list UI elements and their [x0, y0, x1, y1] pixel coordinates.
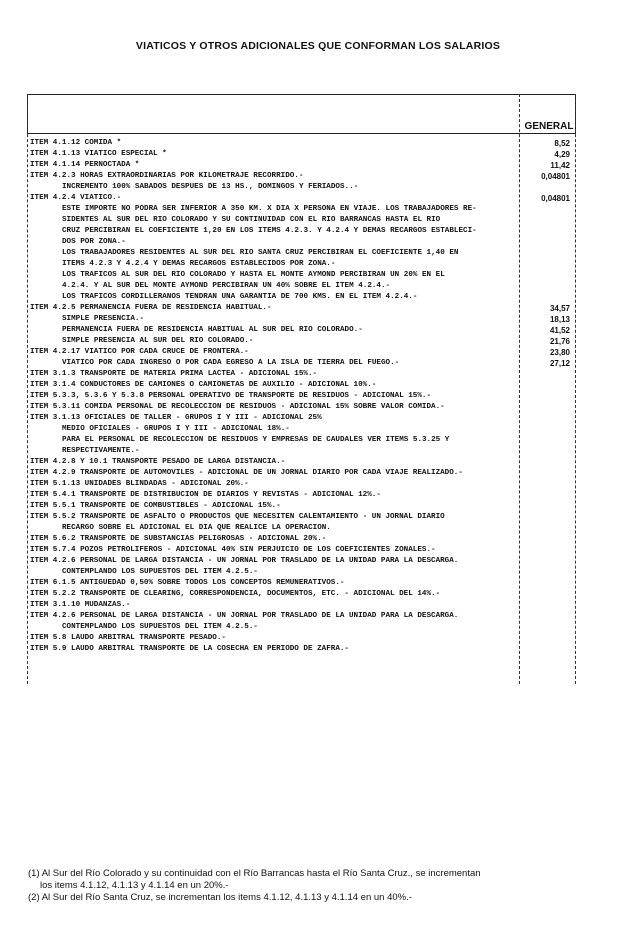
table-row — [30, 215, 575, 226]
table-row — [30, 490, 575, 501]
table-row — [30, 402, 575, 413]
row-description: ITEM 5.5.1 TRANSPORTE DE COMBUSTIBLES - ADICIONAL 15%.- — [30, 502, 281, 510]
row-description: PERMANENCIA FUERA DE RESIDENCIA HABITUAL AL SUR DEL RIO COLORADO.- — [62, 326, 363, 334]
row-value: 4,29 — [554, 150, 570, 159]
row-value: 41,52 — [549, 326, 570, 335]
row-value: 23,80 — [549, 348, 570, 357]
table-row — [30, 380, 575, 391]
table-row — [30, 226, 575, 237]
table-row — [30, 325, 575, 336]
table-row — [30, 314, 575, 325]
row-description: ITEM 4.2.9 TRANSPORTE DE AUTOMOVILES - ADICIONAL DE UN JORNAL DIARIO POR CADA VIAJE REALIZADO.- — [30, 469, 463, 477]
table-row — [30, 479, 575, 490]
table-row — [30, 622, 575, 633]
table-row — [30, 149, 575, 160]
row-description: ITEM 3.1.3 TRANSPORTE DE MATERIA PRIMA LACTEA - ADICIONAL 15%.- — [30, 370, 318, 378]
row-description: ITEM 4.2.4 VIATICO.- — [30, 194, 122, 202]
table-row — [30, 347, 575, 358]
table-row — [30, 259, 575, 270]
table-row — [30, 138, 575, 149]
row-description: CONTEMPLANDO LOS SUPUESTOS DEL ITEM 4.2.5.- — [62, 568, 258, 576]
table-row — [30, 424, 575, 435]
table-row — [30, 523, 575, 534]
table-row — [30, 567, 575, 578]
table-row — [30, 204, 575, 215]
table-row — [30, 512, 575, 523]
table-row — [30, 292, 575, 303]
row-description: MEDIO OFICIALES - GRUPOS I Y III - ADICIONAL 18%.- — [62, 425, 290, 433]
footnote-line: (2) Al Sur del Río Santa Cruz, se incrementan los items 4.1.12, 4.1.13 y 4.1.14 en un 40%.- — [28, 892, 412, 903]
row-description: RECARGO SOBRE EL ADICIONAL EL DIA QUE REALICE LA OPERACION. — [62, 524, 331, 532]
row-description: VIATICO POR CADA INGRESO O POR CADA EGRESO A LA ISLA DE TIERRA DEL FUEGO.- — [62, 359, 400, 367]
row-description: ITEM 3.1.4 CONDUCTORES DE CAMIONES O CAMIONETAS DE AUXILIO - ADICIONAL 10%.- — [30, 381, 377, 389]
row-description: INCREMENTO 100% SABADOS DESPUES DE 13 HS., DOMINGOS Y FERIADOS..- — [62, 183, 359, 191]
table-row — [30, 633, 575, 644]
row-value: 27,12 — [549, 359, 570, 368]
table-header-box — [27, 94, 576, 133]
table-row — [30, 600, 575, 611]
table-row — [30, 589, 575, 600]
table-row — [30, 303, 575, 314]
footnote-line: (1) Al Sur del Río Colorado y su continuidad con el Río Barrancas hasta el Río Santa Cruz., se incrementan — [28, 868, 481, 879]
row-description: ITEM 5.8 LAUDO ARBITRAL TRANSPORTE PESADO.- — [30, 634, 226, 642]
row-description: ITEM 4.1.13 VIATICO ESPECIAL * — [30, 150, 167, 158]
row-description: ITEM 3.1.13 OFICIALES DE TALLER - GRUPOS I Y III - ADICIONAL 25% — [30, 414, 322, 422]
page-title: VIATICOS Y OTROS ADICIONALES QUE CONFORMAN LOS SALARIOS — [135, 40, 501, 52]
row-description: SIMPLE PRESENCIA.- — [62, 315, 145, 323]
row-description: ITEM 5.3.11 COMIDA PERSONAL DE RECOLECCION DE RESIDUOS - ADICIONAL 15% SOBRE VALOR COMIDA.- — [30, 403, 445, 411]
row-value: 0,04801 — [541, 172, 570, 181]
row-description: ITEM 5.3.3, 5.3.6 Y 5.3.8 PERSONAL OPERATIVO DE TRANSPORTE DE RESIDUOS - ADICIONAL 15%.- — [30, 392, 432, 400]
row-description: ITEM 5.4.1 TRANSPORTE DE DISTRIBUCION DE DIARIOS Y REVISTAS - ADICIONAL 12%.- — [30, 491, 381, 499]
row-description: RESPECTIVAMENTE.- — [62, 447, 140, 455]
footnotes — [28, 868, 608, 904]
table-row — [30, 182, 575, 193]
table-row — [30, 644, 575, 655]
row-description: LOS TRAFICOS AL SUR DEL RIO COLORADO Y HASTA EL MONTE AYMOND PERCIBIRAN UN 20% EN EL — [62, 271, 445, 279]
table-row — [30, 446, 575, 457]
row-description: CRUZ PERCIBIRAN EL COEFICIENTE 1,20 EN LOS ITEMS 4.2.3. Y 4.2.4 Y DEMAS RECARGOS ESTABLECI- — [62, 227, 477, 235]
row-description: ITEM 5.1.13 UNIDADES BLINDADAS - ADICIONAL 20%.- — [30, 480, 249, 488]
row-description: ITEM 4.2.8 Y 10.1 TRANSPORTE PESADO DE LARGA DISTANCIA.- — [30, 458, 286, 466]
row-description: ITEMS 4.2.3 Y 4.2.4 Y DEMAS RECARGOS ESTABLECIDOS POR ZONA.- — [62, 260, 336, 268]
row-description: SIMPLE PRESENCIA AL SUR DEL RIO COLORADO.- — [62, 337, 254, 345]
row-description: 4.2.4. Y AL SUR DEL MONTE AYMOND PERCIBIRAN UN 40% SOBRE EL ITEM 4.2.4.- — [62, 282, 391, 290]
table-row — [30, 534, 575, 545]
table-row — [30, 435, 575, 446]
table-row — [30, 248, 575, 259]
row-description: PARA EL PERSONAL DE RECOLECCION DE RESIDUOS Y EMPRESAS DE CAUDALES VER ITEMS 5.3.25 Y — [62, 436, 450, 444]
table-row — [30, 457, 575, 468]
table-row — [30, 501, 575, 512]
table-row — [30, 237, 575, 248]
column-header-general: GENERAL — [524, 121, 574, 132]
row-description: LOS TRAFICOS CORDILLERANOS TENDRAN UNA GARANTIA DE 700 KMS. EN EL ITEM 4.2.4.- — [62, 293, 418, 301]
table-row — [30, 171, 575, 182]
row-value: 21,76 — [549, 337, 570, 346]
row-description: DOS POR ZONA.- — [62, 238, 126, 246]
footnote-line: los items 4.1.12, 4.1.13 y 4.1.14 en un 20%.- — [40, 880, 229, 891]
table-row — [30, 369, 575, 380]
table-right-border — [575, 94, 576, 684]
row-description: ITEM 4.1.12 COMIDA * — [30, 139, 122, 147]
table-row — [30, 336, 575, 347]
row-value: 0,04801 — [541, 194, 570, 203]
table-row — [30, 578, 575, 589]
table-header-rule — [27, 133, 576, 134]
row-description: ITEM 4.2.5 PERMANENCIA FUERA DE RESIDENCIA HABITUAL.- — [30, 304, 272, 312]
row-description: ITEM 4.2.17 VIATICO POR CADA CRUCE DE FRONTERA.- — [30, 348, 249, 356]
row-value: 34,57 — [549, 304, 570, 313]
table-left-border — [27, 94, 28, 684]
table-row — [30, 358, 575, 369]
salary-table — [27, 94, 576, 684]
row-description: ITEM 5.9 LAUDO ARBITRAL TRANSPORTE DE LA COSECHA EN PERIODO DE ZAFRA.- — [30, 645, 349, 653]
table-row — [30, 193, 575, 204]
table-row — [30, 468, 575, 479]
table-row — [30, 413, 575, 424]
row-description: ITEM 4.2.6 PERSONAL DE LARGA DISTANCIA - UN JORNAL POR TRASLADO DE LA UNIDAD PARA LA DESCARGA. — [30, 612, 459, 620]
table-row — [30, 545, 575, 556]
row-description: ITEM 5.2.2 TRANSPORTE DE CLEARING, CORRESPONDENCIA, DOCUMENTOS, ETC. - ADICIONAL DEL 14%.- — [30, 590, 441, 598]
table-row — [30, 270, 575, 281]
row-description: ITEM 3.1.10 MUDANZAS.- — [30, 601, 131, 609]
row-description: ITEM 5.5.2 TRANSPORTE DE ASFALTO O PRODUCTOS QUE NECESITEN CALENTAMIENTO - UN JORNAL DIARIO — [30, 513, 445, 521]
row-description: LOS TRABAJADORES RESIDENTES AL SUR DEL RIO SANTA CRUZ PERCIBIRAN EL COEFICIENTE 1,40 EN — [62, 249, 459, 257]
table-row — [30, 556, 575, 567]
table-row — [30, 391, 575, 402]
row-value: 11,42 — [550, 161, 570, 170]
row-description: ITEM 6.1.5 ANTIGUEDAD 0,50% SOBRE TODOS LOS CONCEPTOS REMUNERATIVOS.- — [30, 579, 345, 587]
row-description: SIDENTES AL SUR DEL RIO COLORADO Y SU CONTINUIDAD CON EL RIO BARRANCAS HASTA EL RIO — [62, 216, 441, 224]
row-description: ESTE IMPORTE NO PODRA SER INFERIOR A 350 KM. X DIA X PERSONA EN VIAJE. LOS TRABAJADORES RE- — [62, 205, 477, 213]
table-row — [30, 281, 575, 292]
row-description: ITEM 4.1.14 PERNOCTADA * — [30, 161, 140, 169]
table-row — [30, 160, 575, 171]
row-value: 8,52 — [554, 139, 570, 148]
row-description: ITEM 4.2.6 PERSONAL DE LARGA DISTANCIA - UN JORNAL POR TRASLADO DE LA UNIDAD PARA LA DESCARGA. — [30, 557, 459, 565]
row-description: ITEM 5.6.2 TRANSPORTE DE SUBSTANCIAS PELIGROSAS - ADICIONAL 20%.- — [30, 535, 327, 543]
row-description: ITEM 4.2.3 HORAS EXTRAORDINARIAS POR KILOMETRAJE RECORRIDO.- — [30, 172, 304, 180]
row-description: CONTEMPLANDO LOS SUPUESTOS DEL ITEM 4.2.5.- — [62, 623, 258, 631]
table-row — [30, 611, 575, 622]
row-value: 18,13 — [549, 315, 570, 324]
table-rows — [30, 138, 575, 655]
row-description: ITEM 5.7.4 POZOS PETROLIFEROS - ADICIONAL 40% SIN PERJUICIO DE LOS COEFICIENTES ZONALES.- — [30, 546, 436, 554]
